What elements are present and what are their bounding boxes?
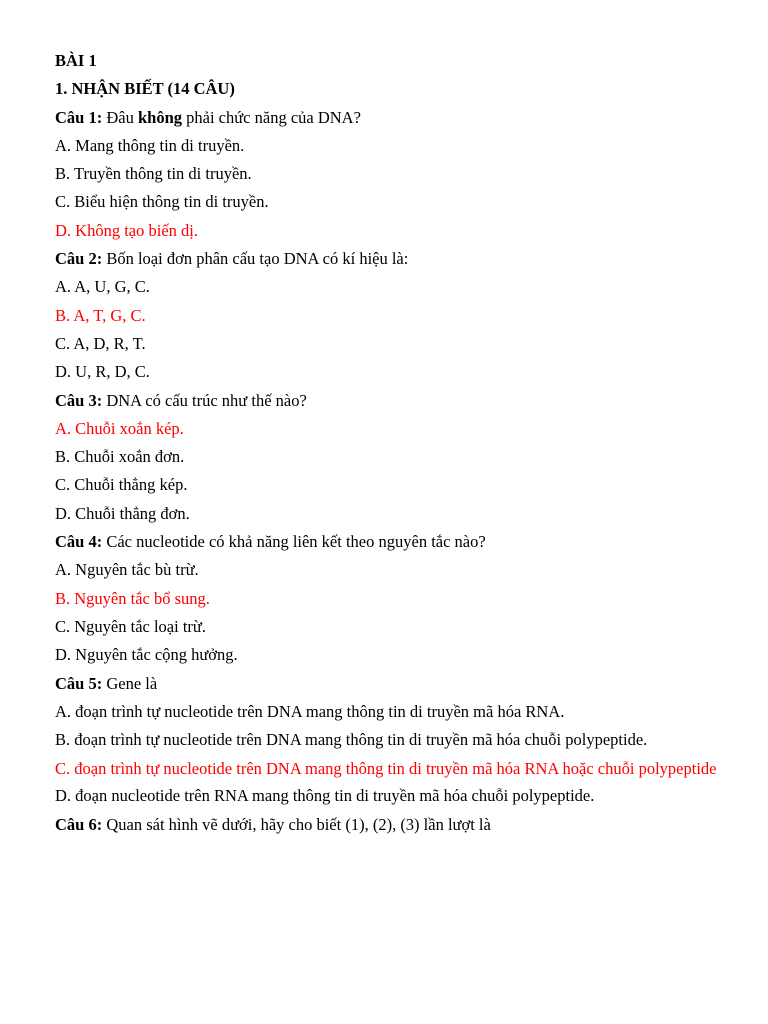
question-text: Gene là	[102, 673, 158, 693]
q1-option-d-answer: D. Không tạo biến dị.	[55, 220, 198, 240]
question-text: Quan sát hình vẽ dưới, hãy cho biết (1), (2), (3) lần lượt là	[102, 814, 491, 834]
question-2	[55, 245, 735, 273]
question-6	[55, 811, 735, 839]
question-text: DNA có cấu trúc như thế nào?	[102, 390, 307, 410]
q5-option-a: A. đoạn trình tự nucleotide trên DNA mang thông tin di truyền mã hóa RNA.	[55, 701, 565, 721]
question-1	[55, 104, 735, 132]
q2-option-a: A. A, U, G, C.	[55, 277, 150, 297]
question-label: Câu 4:	[55, 532, 103, 552]
question-text: Các nucleotide có khả năng liên kết theo nguyên tắc nào?	[102, 532, 486, 552]
question-label: Câu 2:	[55, 249, 103, 269]
question-label: Câu 1:	[55, 107, 103, 127]
q2-option-c: C. A, D, R, T.	[55, 333, 146, 353]
q3-option-b: B. Chuỗi xoắn đơn.	[55, 447, 185, 467]
question-5	[55, 670, 735, 698]
q3-option-a-answer: A. Chuỗi xoắn kép.	[55, 418, 184, 438]
question-label: Câu 3:	[55, 390, 103, 410]
q1-option-a: A. Mang thông tin di truyền.	[55, 135, 245, 155]
q4-option-b-answer: B. Nguyên tắc bổ sung.	[55, 588, 210, 608]
question-label: Câu 6:	[55, 814, 103, 834]
question-text: phải chức năng của DNA?	[182, 107, 361, 127]
section-title: 1. NHẬN BIẾT (14 CÂU)	[55, 79, 235, 99]
q5-option-b: B. đoạn trình tự nucleotide trên DNA mang thông tin di truyền mã hóa chuỗi polypeptide.	[55, 730, 648, 750]
question-text: Đâu	[102, 107, 138, 127]
q3-option-c: C. Chuỗi thẳng kép.	[55, 475, 188, 495]
q5-option-d: D. đoạn nucleotide trên RNA mang thông tin di truyền mã hóa chuỗi polypeptide.	[55, 786, 595, 806]
q4-option-a: A. Nguyên tắc bù trừ.	[55, 560, 199, 580]
question-label: Câu 5:	[55, 673, 103, 693]
q1-option-b: B. Truyền thông tin di truyền.	[55, 164, 252, 184]
q3-option-d: D. Chuỗi thẳng đơn.	[55, 503, 190, 523]
q2-option-d: D. U, R, D, C.	[55, 362, 150, 382]
q4-option-d: D. Nguyên tắc cộng hưởng.	[55, 645, 238, 665]
question-3	[55, 387, 735, 415]
lesson-title: BÀI 1	[55, 51, 97, 70]
q4-option-c: C. Nguyên tắc loại trừ.	[55, 616, 206, 636]
q5-option-c-answer: C. đoạn trình tự nucleotide trên DNA mang thông tin di truyền mã hóa RNA hoặc chuỗi polypeptide	[55, 758, 717, 778]
question-4	[55, 528, 735, 556]
question-text: Bốn loại đơn phân cấu tạo DNA có kí hiệu là:	[102, 249, 409, 269]
q2-option-b-answer: B. A, T, G, C.	[55, 305, 146, 325]
document-page	[55, 47, 735, 839]
question-emphasis: không	[137, 107, 182, 127]
q1-option-c: C. Biểu hiện thông tin di truyền.	[55, 192, 269, 212]
